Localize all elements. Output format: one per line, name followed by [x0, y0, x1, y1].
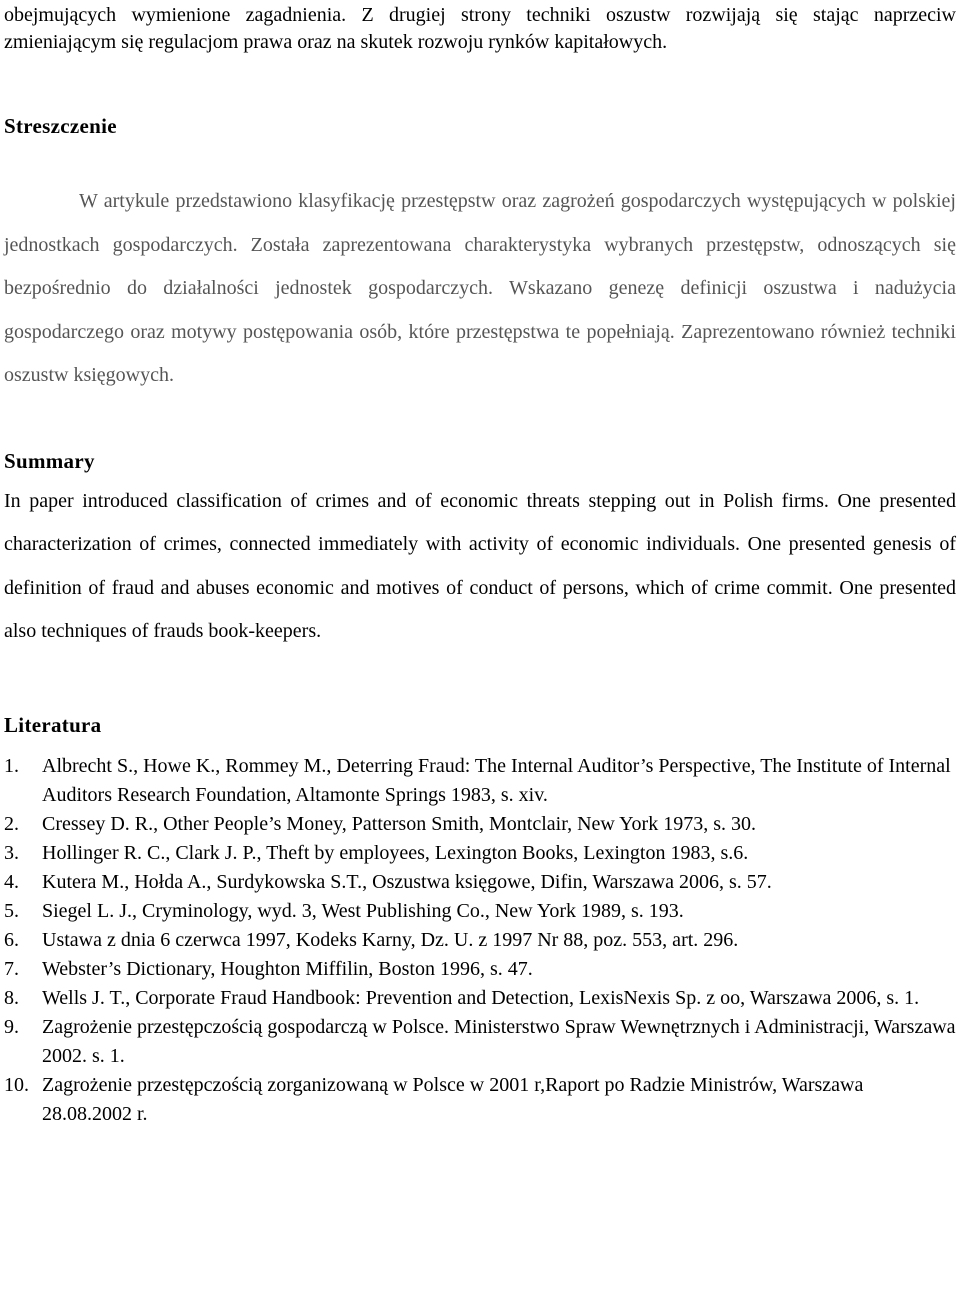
reference-number: 4. [4, 870, 19, 893]
reference-text: Zagrożenie przestępczością zorganizowaną w Polsce w 2001 r,Raport po Radzie Ministrów, Warszawa 28.08.2002 r. [42, 1073, 864, 1125]
reference-item [4, 752, 956, 810]
reference-text: Wells J. T., Corporate Fraud Handbook: Prevention and Detection, LexisNexis Sp. z oo, Warszawa 2006, s. 1. [42, 986, 920, 1009]
reference-number: 1. [4, 754, 19, 777]
reference-item [4, 810, 956, 839]
reference-item [4, 1013, 956, 1071]
reference-text: Ustawa z dnia 6 czerwca 1997, Kodeks Karny, Dz. U. z 1997 Nr 88, poz. 553, art. 296. [42, 928, 739, 951]
reference-text: Zagrożenie przestępczością gospodarczą w Polsce. Ministerstwo Spraw Wewnętrznych i Administracji, Warszawa 2002. s. 1. [42, 1015, 956, 1067]
reference-item [4, 1071, 956, 1129]
reference-text: Albrecht S., Howe K., Rommey M., Deterring Fraud: The Internal Auditor’s Perspective, The Institute of Internal Auditors Research Foundation, Altamonte Springs 1983, s. xiv. [42, 754, 951, 806]
reference-number: 7. [4, 957, 19, 980]
literatura-heading: Literatura [4, 712, 102, 737]
reference-number: 10. [4, 1073, 29, 1096]
reference-number: 6. [4, 928, 19, 951]
document-page [4, 0, 956, 1129]
reference-item [4, 984, 956, 1013]
reference-number: 2. [4, 812, 19, 835]
reference-item [4, 926, 956, 955]
reference-item [4, 839, 956, 868]
streszczenie-paragraph: W artykule przedstawiono klasyfikację przestępstw oraz zagrożeń gospodarczych występujących w polskiej jednostkach gospodarczych. Została zaprezentowana charakterystyka wybranych przestępstw, odnoszących się bezpośrednio do działalności jednostek gospodarczych. Wskazano genezę definicji oszustwa i nadużycia gospodarczego oraz motywy postępowania osób, które przestępstwa te popełniają. Zaprezentowano również techniki oszustw księgowych. [4, 190, 956, 386]
reference-number: 8. [4, 986, 19, 1009]
reference-number: 3. [4, 841, 19, 864]
summary-paragraph: In paper introduced classification of crimes and of economic threats stepping out in Polish firms. One presented characterization of crimes, connected immediately with activity of economic individuals. One presented genesis of definition of fraud and abuses economic and motives of conduct of persons, which of crime commit. One presented also techniques of frauds book-keepers. [4, 489, 956, 642]
reference-item [4, 868, 956, 897]
reference-item [4, 955, 956, 984]
reference-text: Siegel L. J., Cryminology, wyd. 3, West Publishing Co., New York 1989, s. 193. [42, 899, 684, 922]
reference-item [4, 897, 956, 926]
reference-number: 5. [4, 899, 19, 922]
summary-heading: Summary [4, 448, 95, 473]
references-list [4, 752, 956, 1129]
streszczenie-heading: Streszczenie [4, 114, 117, 138]
reference-text: Kutera M., Hołda A., Surdykowska S.T., Oszustwa księgowe, Difin, Warszawa 2006, s. 57. [42, 870, 772, 893]
reference-text: Hollinger R. C., Clark J. P., Theft by employees, Lexington Books, Lexington 1983, s.6. [42, 841, 749, 864]
reference-text: Cressey D. R., Other People’s Money, Patterson Smith, Montclair, New York 1973, s. 30. [42, 812, 756, 835]
reference-text: Webster’s Dictionary, Houghton Miffilin, Boston 1996, s. 47. [42, 957, 533, 980]
intro-paragraph: obejmujących wymienione zagadnienia. Z drugiej strony techniki oszustw rozwijają się stając naprzeciw zmieniającym się regulacjom prawa oraz na skutek rozwoju rynków kapitałowych. [4, 4, 956, 53]
reference-number: 9. [4, 1015, 19, 1038]
